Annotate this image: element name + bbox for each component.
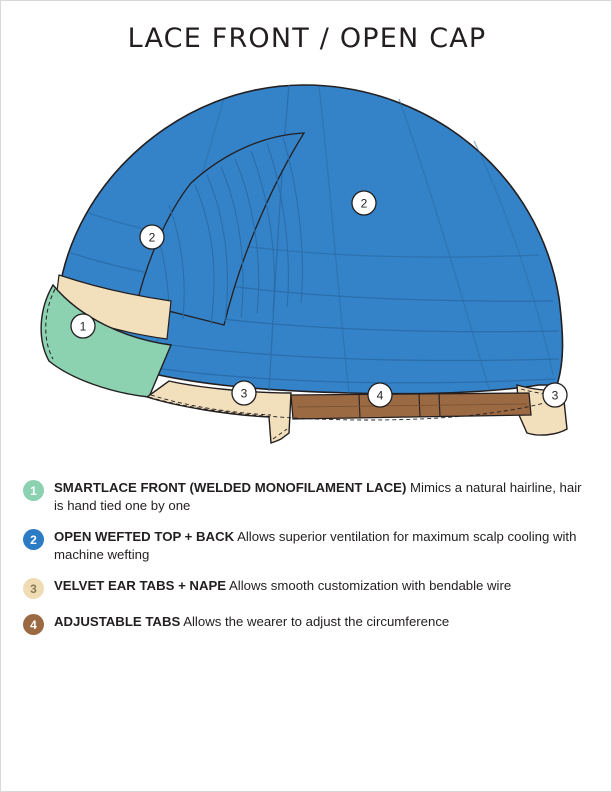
callout-1-label: 1 (79, 319, 87, 334)
callout-2b (352, 191, 376, 215)
callout-4-label: 4 (376, 388, 384, 403)
legend-badge-3: 3 (23, 578, 44, 599)
legend-desc-2: Allows superior ventilation for maximum scalp cooling with machine wefting (54, 529, 577, 562)
callout-2b-label: 2 (360, 196, 368, 211)
legend-text-4 (54, 613, 449, 631)
legend-badge-4: 4 (23, 614, 44, 635)
legend-item-1 (23, 479, 593, 514)
legend-item-3 (23, 577, 593, 599)
legend-lead-4: ADJUSTABLE TABS (54, 614, 181, 629)
legend-text-2 (54, 528, 589, 563)
legend-badge-1: 1 (23, 480, 44, 501)
legend-list (23, 479, 593, 649)
legend-desc-4: Allows the wearer to adjust the circumference (183, 614, 450, 629)
adjustable-tab-shape (291, 393, 531, 419)
legend-badge-2: 2 (23, 529, 44, 550)
callout-3b (543, 383, 567, 407)
legend-item-4 (23, 613, 593, 635)
legend-lead-2: OPEN WEFTED TOP + BACK (54, 529, 235, 544)
callout-4 (368, 383, 392, 407)
legend-desc-3: Allows smooth customization with bendable wire (229, 578, 512, 593)
legend-desc-1: Mimics a natural hairline, hair is hand tied one by one (54, 480, 582, 513)
legend-text-3 (54, 577, 511, 595)
legend-item-2 (23, 528, 593, 563)
callout-3b-label: 3 (551, 388, 559, 403)
callout-2a (140, 225, 164, 249)
callout-1 (71, 314, 95, 338)
legend-lead-1: SMARTLACE FRONT (WELDED MONOFILAMENT LACE) (54, 480, 407, 495)
callout-3a-label: 3 (240, 386, 248, 401)
page-title: LACE FRONT / OPEN CAP (127, 23, 487, 54)
legend-lead-3: VELVET EAR TABS + NAPE (54, 578, 227, 593)
callout-2a-label: 2 (148, 230, 156, 245)
callout-3a (232, 381, 256, 405)
wig-cap-diagram (19, 63, 597, 453)
legend-text-1 (54, 479, 589, 514)
